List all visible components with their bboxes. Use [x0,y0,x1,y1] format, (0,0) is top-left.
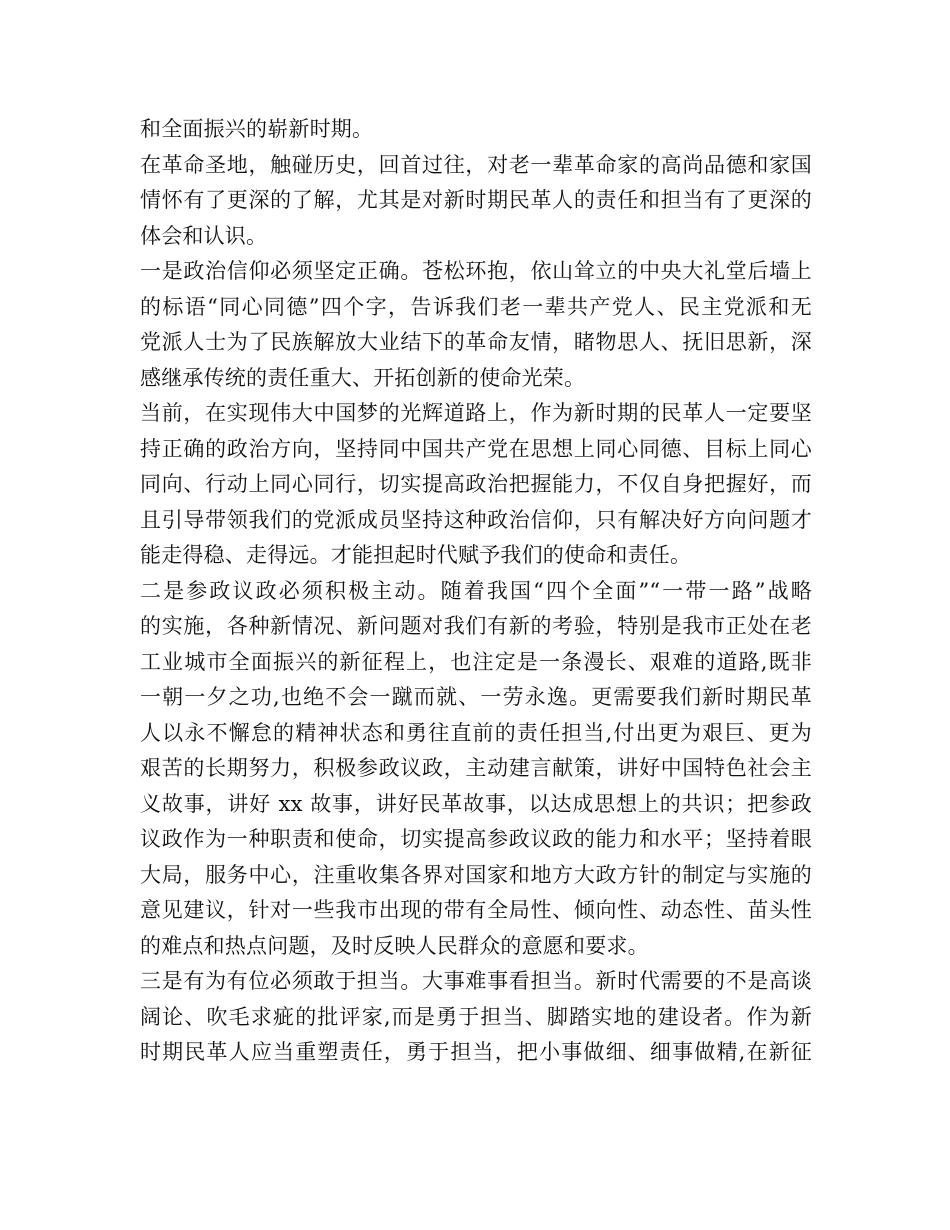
text-line: 义故事，讲好 xx 故事，讲好民革故事，以达成思想上的共识；把参政 [140,791,812,816]
text-line: 的标语“同心同德”四个字，告诉我们老一辈共产党人、民主党派和无 [140,294,812,319]
text-line: 一朝一夕之功,也绝不会一蹴而就、一劳永逸。更需要我们新时期民革 [140,685,812,709]
text-line: 阔论、吹毛求疵的批评家,而是勇于担当、脚踏实地的建设者。作为新 [140,1004,812,1029]
text-line: 三是有为有位必须敢于担当。大事难事看担当。新时代需要的不是高谈 [140,969,812,993]
text-line: 党派人士为了民族解放大业结下的革命友情，睹物思人、抚旧思新，深 [140,330,812,354]
text-line: 意见建议，针对一些我市出现的带有全局性、倾向性、动态性、苗头性 [140,898,812,922]
text-line: 议政作为一种职责和使命，切实提高参政议政的能力和水平；坚持着眼 [140,827,812,851]
text-line: 时期民革人应当重塑责任，勇于担当，把小事做细、细事做精,在新征 [140,1040,812,1064]
text-line: 体会和认识。 [140,223,268,248]
text-line: 二是参政议政必须积极主动。随着我国“四个全面”“一带一路”战略 [140,578,812,603]
text-line: 人以永不懈怠的精神状态和勇往直前的责任担当,付出更为艰巨、更为 [140,720,812,745]
text-line: 大局，服务中心，注重收集各界对国家和地方大政方针的制定与实施的 [140,862,812,887]
text-line: 同向、行动上同心同行，切实提高政治把握能力，不仅自身把握好，而 [140,472,812,496]
text-line: 一是政治信仰必须坚定正确。苍松环抱，依山耸立的中央大礼堂后墙上 [140,259,812,283]
text-line: 感继承传统的责任重大、开拓创新的使命光荣。 [140,365,586,390]
text-line: 和全面振兴的崭新时期。 [140,117,374,141]
text-line: 的难点和热点问题，及时反映人民群众的意愿和要求。 [140,933,649,958]
text-line: 的实施，各种新情况、新问题对我们有新的考验，特别是我市正处在老 [140,614,812,638]
text-line: 在革命圣地，触碰历史，回首过往，对老一辈革命家的高尚品德和家国 [140,152,812,177]
text-line: 工业城市全面振兴的新征程上，也注定是一条漫长、艰难的道路,既非 [140,649,812,674]
text-line: 艰苦的长期努力，积极参政议政，主动建言献策，讲好中国特色社会主 [140,756,812,780]
text-line: 能走得稳、走得远。才能担起时代赋予我们的使命和责任。 [140,543,692,567]
text-line: 当前，在实现伟大中国梦的光辉道路上，作为新时期的民革人一定要坚 [140,401,812,425]
document-body [140,112,812,1071]
text-line: 持正确的政治方向，坚持同中国共产党在思想上同心同德、目标上同心 [140,436,812,461]
text-line: 情怀有了更深的了解，尤其是对新时期民革人的责任和担当有了更深的 [140,188,812,212]
text-line: 且引导带领我们的党派成员坚持这种政治信仰，只有解决好方向问题才 [140,507,812,532]
